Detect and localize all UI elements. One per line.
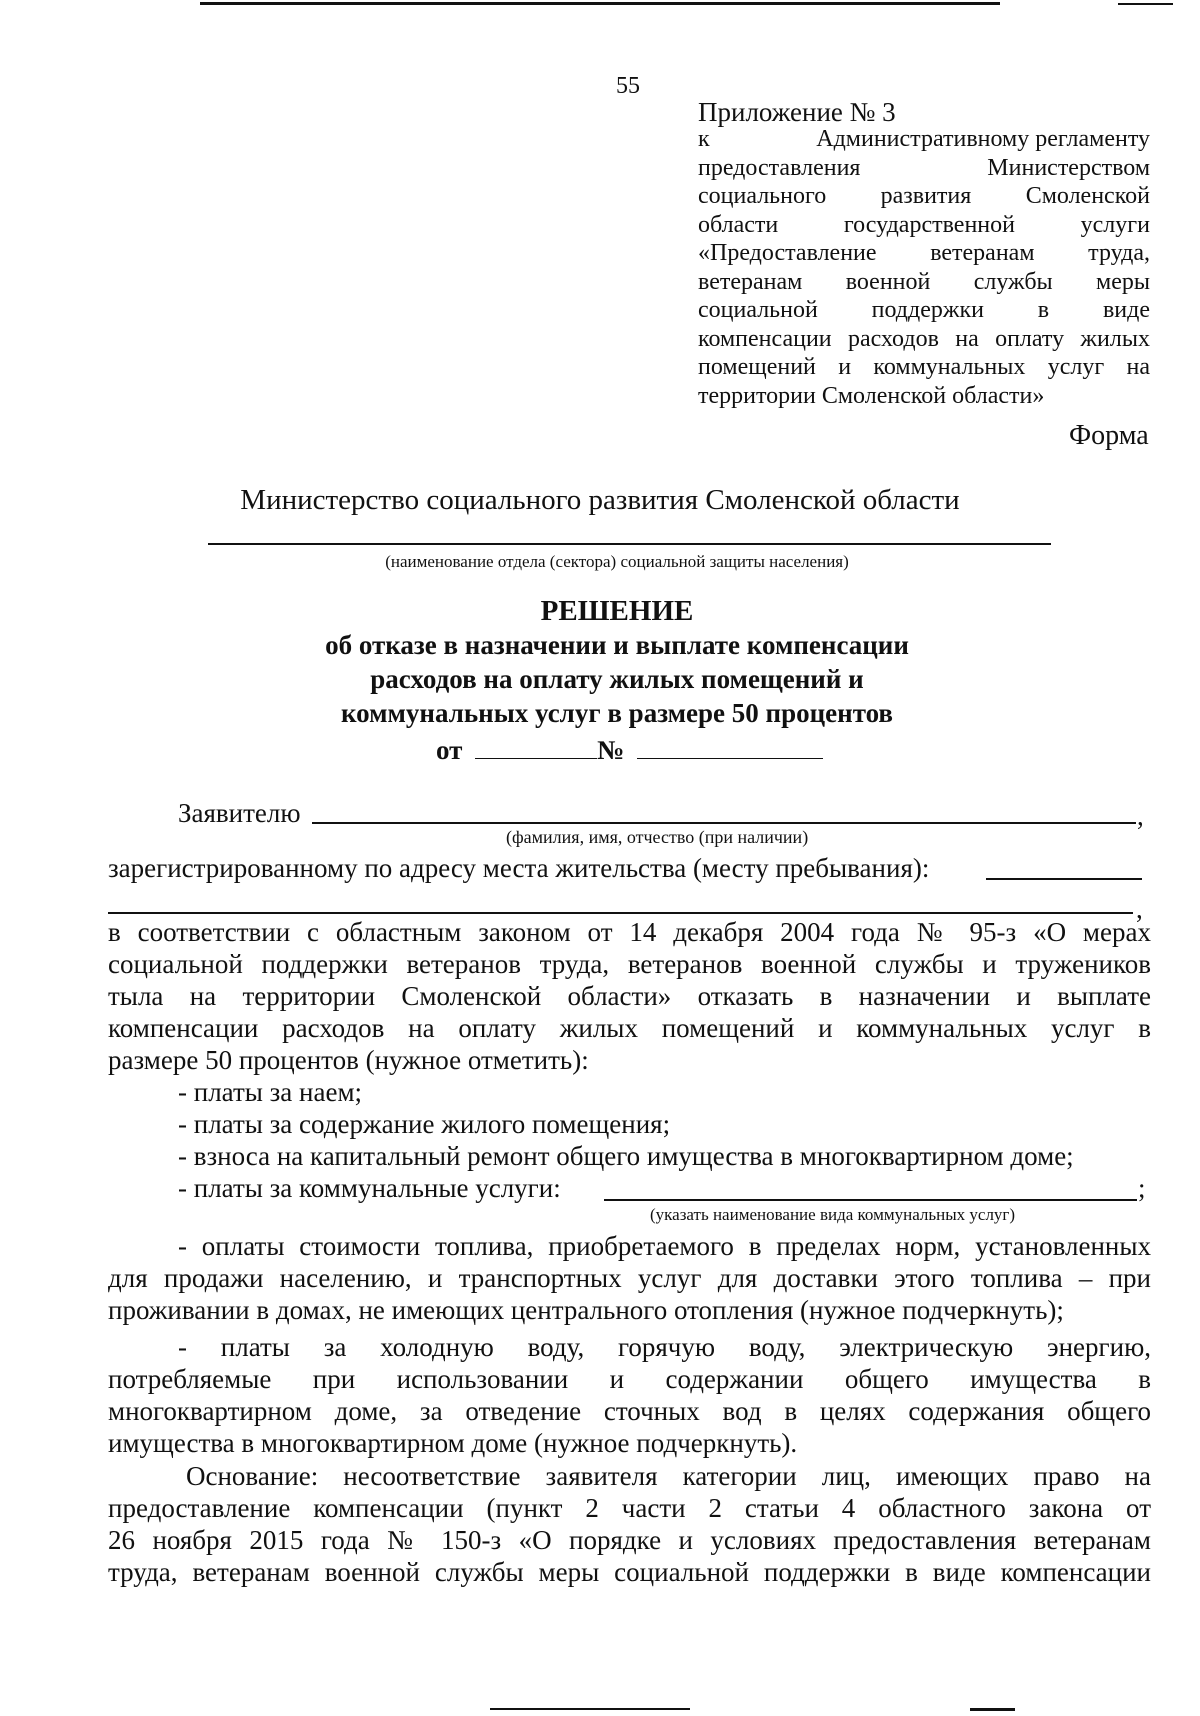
appendix-word: государственной xyxy=(843,211,1015,238)
basis-line-4: труда, ветеранам военной службы меры социальной поддержки в виде компенсации xyxy=(108,1557,1151,1587)
water-line-2: потребляемые при использовании и содержании общего имущества в xyxy=(108,1364,1151,1394)
appendix-word: и xyxy=(838,354,852,380)
address-comma: , xyxy=(1136,894,1143,924)
decision-subtitle-line-1: об отказе в назначении и выплате компенсации xyxy=(325,630,909,660)
appendix-word: Смоленской xyxy=(1025,183,1150,209)
list-item-capital-repair: - взноса на капитальный ремонт общего имущества в многоквартирном доме; xyxy=(178,1141,1074,1171)
appendix-block xyxy=(698,125,1150,410)
list-item-maintenance: - платы за содержание жилого помещения; xyxy=(178,1109,671,1139)
form-label: Форма xyxy=(1069,420,1149,451)
address-field-1[interactable] xyxy=(986,878,1142,880)
fuel-line-2: для продажи населению, и транспортных услуг для доставки этого топлива – при xyxy=(108,1263,1151,1293)
appendix-line xyxy=(698,353,1150,382)
fuel-paragraph xyxy=(108,1230,1151,1326)
appendix-line xyxy=(698,239,1150,268)
date-field[interactable] xyxy=(475,731,597,759)
appendix-word: области xyxy=(698,211,779,238)
body-line-5: размере 50 процентов (нужное отметить): xyxy=(108,1045,589,1075)
basis-line-2: предоставление компенсации (пункт 2 части 2 статьи 4 областного закона от xyxy=(108,1493,1151,1523)
appendix-line xyxy=(698,296,1150,325)
water-paragraph xyxy=(108,1331,1151,1459)
applicant-label: Заявителю xyxy=(178,798,301,828)
appendix-word: ветеранам xyxy=(930,240,1035,266)
decision-date-number-line xyxy=(436,731,823,767)
address-field-2[interactable] xyxy=(108,912,1133,914)
appendix-word: в xyxy=(1037,297,1050,323)
decision-subtitle-line-3: коммунальных услуг в размере 50 процентов xyxy=(340,698,894,728)
number-field[interactable] xyxy=(637,731,823,759)
appendix-word: территории Смоленской области» xyxy=(698,382,1045,409)
utilities-field[interactable] xyxy=(604,1199,1137,1201)
scan-top-border-line xyxy=(200,2,1000,5)
scan-bottom-mark-right xyxy=(970,1708,1015,1711)
appendix-line xyxy=(698,125,1150,154)
appendix-line xyxy=(698,154,1150,183)
water-line-4: имущества в многоквартирном доме (нужное подчеркнуть). xyxy=(108,1428,798,1458)
department-caption: (наименование отдела (сектора) социальной защиты населения) xyxy=(385,552,849,571)
utilities-label: - платы за коммунальные услуги: xyxy=(178,1173,561,1203)
appendix-line xyxy=(698,211,1150,240)
appendix-word: услуги xyxy=(1080,211,1150,238)
appendix-word: военной xyxy=(845,268,931,295)
decision-title: РЕШЕНИЕ xyxy=(540,595,694,627)
appendix-word: «Предоставление xyxy=(698,240,877,266)
fuel-line-1: - оплаты стоимости топлива, приобретаемого в пределах норм, установленных xyxy=(178,1231,1151,1261)
appendix-word: социального xyxy=(698,183,827,209)
appendix-word: развития xyxy=(880,183,972,209)
utilities-end: ; xyxy=(1138,1173,1146,1203)
appendix-line xyxy=(698,268,1150,297)
appendix-word: помещений xyxy=(698,354,816,380)
appendix-word: поддержки xyxy=(871,297,984,323)
scan-bottom-mark xyxy=(490,1708,690,1710)
body-line-2: социальной поддержки ветеранов труда, ветеранов военной службы и тружеников xyxy=(108,949,1151,979)
appendix-line xyxy=(698,325,1150,354)
applicant-name-field[interactable] xyxy=(312,822,1136,824)
appendix-line xyxy=(698,182,1150,211)
decision-subtitle-line-2: расходов на оплату жилых помещений и xyxy=(370,664,864,694)
basis-paragraph xyxy=(108,1460,1151,1588)
appendix-word: коммунальных xyxy=(873,354,1026,380)
appendix-title: Приложение № 3 xyxy=(698,97,896,127)
address-label: зарегистрированному по адресу места жительства (месту пребывания): xyxy=(108,853,930,883)
appendix-word: социальной xyxy=(698,297,818,323)
utilities-caption: (указать наименование вида коммунальных услуг) xyxy=(650,1205,1016,1224)
appendix-word: услуг xyxy=(1047,354,1105,380)
appendix-word: расходов xyxy=(847,325,939,352)
appendix-word: на xyxy=(955,325,979,352)
body-paragraph xyxy=(108,916,1151,1076)
department-underline xyxy=(208,543,1051,545)
appendix-word: Административному регламенту xyxy=(816,126,1150,152)
appendix-word: компенсации xyxy=(698,325,832,352)
water-line-3: многоквартирном доме, за отведение сточных вод в целях содержания общего xyxy=(108,1396,1151,1426)
appendix-word: оплату xyxy=(995,325,1065,352)
basis-line-3: 26 ноября 2015 года № 150-з «О порядке и условиях предоставления ветеранам xyxy=(108,1525,1151,1555)
appendix-word: виде xyxy=(1102,297,1150,323)
appendix-word: жилых xyxy=(1080,325,1150,352)
appendix-word: на xyxy=(1126,354,1150,380)
fuel-line-3: проживании в домах, не имеющих центрального отопления (нужное подчеркнуть); xyxy=(108,1295,1064,1325)
appendix-line xyxy=(698,382,1150,411)
body-line-1: в соответствии с областным законом от 14 декабря 2004 года № 95-з «О мерах xyxy=(108,917,1151,947)
number-prefix: № xyxy=(597,735,625,765)
applicant-caption: (фамилия, имя, отчество (при наличии) xyxy=(506,827,809,847)
items-list xyxy=(178,1076,1074,1172)
appendix-word: ветеранам xyxy=(698,268,803,295)
appendix-word: Министерством xyxy=(987,154,1150,181)
applicant-comma: , xyxy=(1137,801,1144,831)
body-line-3: тыла на территории Смоленской области» отказать в назначении и выплате xyxy=(108,981,1151,1011)
appendix-word: службы xyxy=(973,268,1053,295)
appendix-word: предоставления xyxy=(698,154,861,181)
page-number: 55 xyxy=(616,73,640,99)
list-item-rent: - платы за наем; xyxy=(178,1077,363,1107)
appendix-word: к xyxy=(698,126,710,152)
decision-subtitle xyxy=(0,628,1200,730)
ministry-name: Министерство социального развития Смоленской области xyxy=(240,484,960,516)
date-prefix: от xyxy=(436,735,463,765)
body-line-4: компенсации расходов на оплату жилых помещений и коммунальных услуг в xyxy=(108,1013,1151,1043)
basis-line-1: Основание: несоответствие заявителя категории лиц, имеющих право на xyxy=(186,1461,1151,1491)
water-line-1: - платы за холодную воду, горячую воду, электрическую энергию, xyxy=(178,1332,1151,1362)
appendix-word: труда, xyxy=(1088,240,1150,266)
scan-top-right-mark xyxy=(1118,3,1173,5)
appendix-word: меры xyxy=(1096,268,1150,295)
